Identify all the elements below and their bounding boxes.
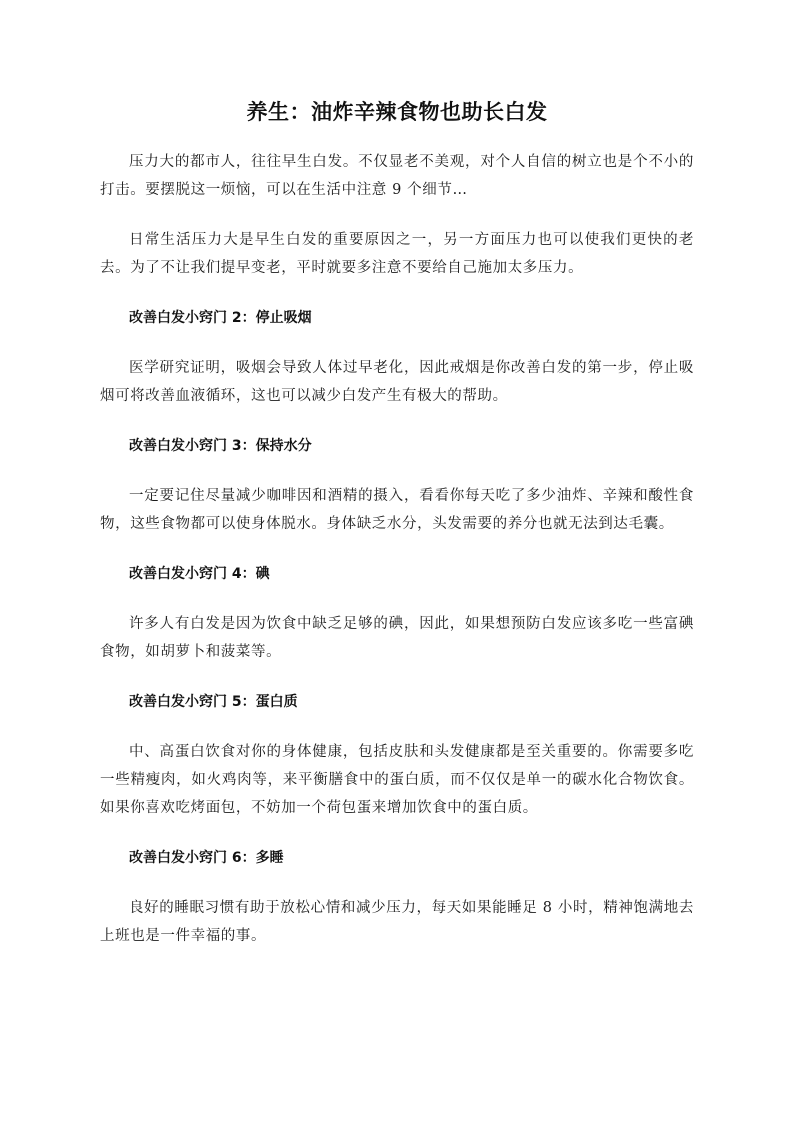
document-page <box>100 96 694 972</box>
tip-section <box>100 688 694 822</box>
document-title: 养生：油炸辛辣食物也助长白发 <box>246 100 548 124</box>
section-body: 医学研究证明，吸烟会导致人体过早老化，因此戒烟是你改善白发的第一步，停止吸烟可将改善血液循环，这也可以减少白发产生有极大的帮助。 <box>100 360 694 404</box>
section-body: 良好的睡眠习惯有助于放松心情和减少压力，每天如果能睡足 8 小时，精神饱满地去上班也是一件幸福的事。 <box>100 900 694 944</box>
tip-section <box>100 844 694 950</box>
section-heading: 改善白发小窍门 4：碘 <box>129 566 270 582</box>
intro-paragraph: 日常生活压力大是早生白发的重要原因之一，另一方面压力也可以使我们更快的老去。为了不让我们提早变老，平时就要多注意不要给自己施加太多压力。 <box>100 232 694 276</box>
section-body: 一定要记住尽量减少咖啡因和酒精的摄入，看看你每天吃了多少油炸、辛辣和酸性食物，这些食物都可以使身体脱水。身体缺乏水分，头发需要的养分也就无法到达毛囊。 <box>100 488 694 532</box>
section-body: 中、高蛋白饮食对你的身体健康，包括皮肤和头发健康都是至关重要的。你需要多吃一些精瘦肉，如火鸡肉等，来平衡膳食中的蛋白质，而不仅仅是单一的碳水化合物饮食。如果你喜欢吃烤面包，不妨加一个荷包蛋来增加饮食中的蛋白质。 <box>100 744 694 816</box>
section-body: 许多人有白发是因为饮食中缺乏足够的碘，因此，如果想预防白发应该多吃一些富碘食物，如胡萝卜和菠菜等。 <box>100 616 694 660</box>
tip-section <box>100 560 694 666</box>
tip-section <box>100 304 694 410</box>
section-heading: 改善白发小窍门 6：多睡 <box>129 850 284 866</box>
section-heading: 改善白发小窍门 3：保持水分 <box>129 438 312 454</box>
section-heading: 改善白发小窍门 2：停止吸烟 <box>129 310 312 326</box>
section-heading: 改善白发小窍门 5：蛋白质 <box>129 694 298 710</box>
intro-paragraph: 压力大的都市人，往往早生白发。不仅显老不美观，对个人自信的树立也是个不小的打击。要摆脱这一烦恼，可以在生活中注意 9 个细节… <box>100 154 694 198</box>
tip-section <box>100 432 694 538</box>
